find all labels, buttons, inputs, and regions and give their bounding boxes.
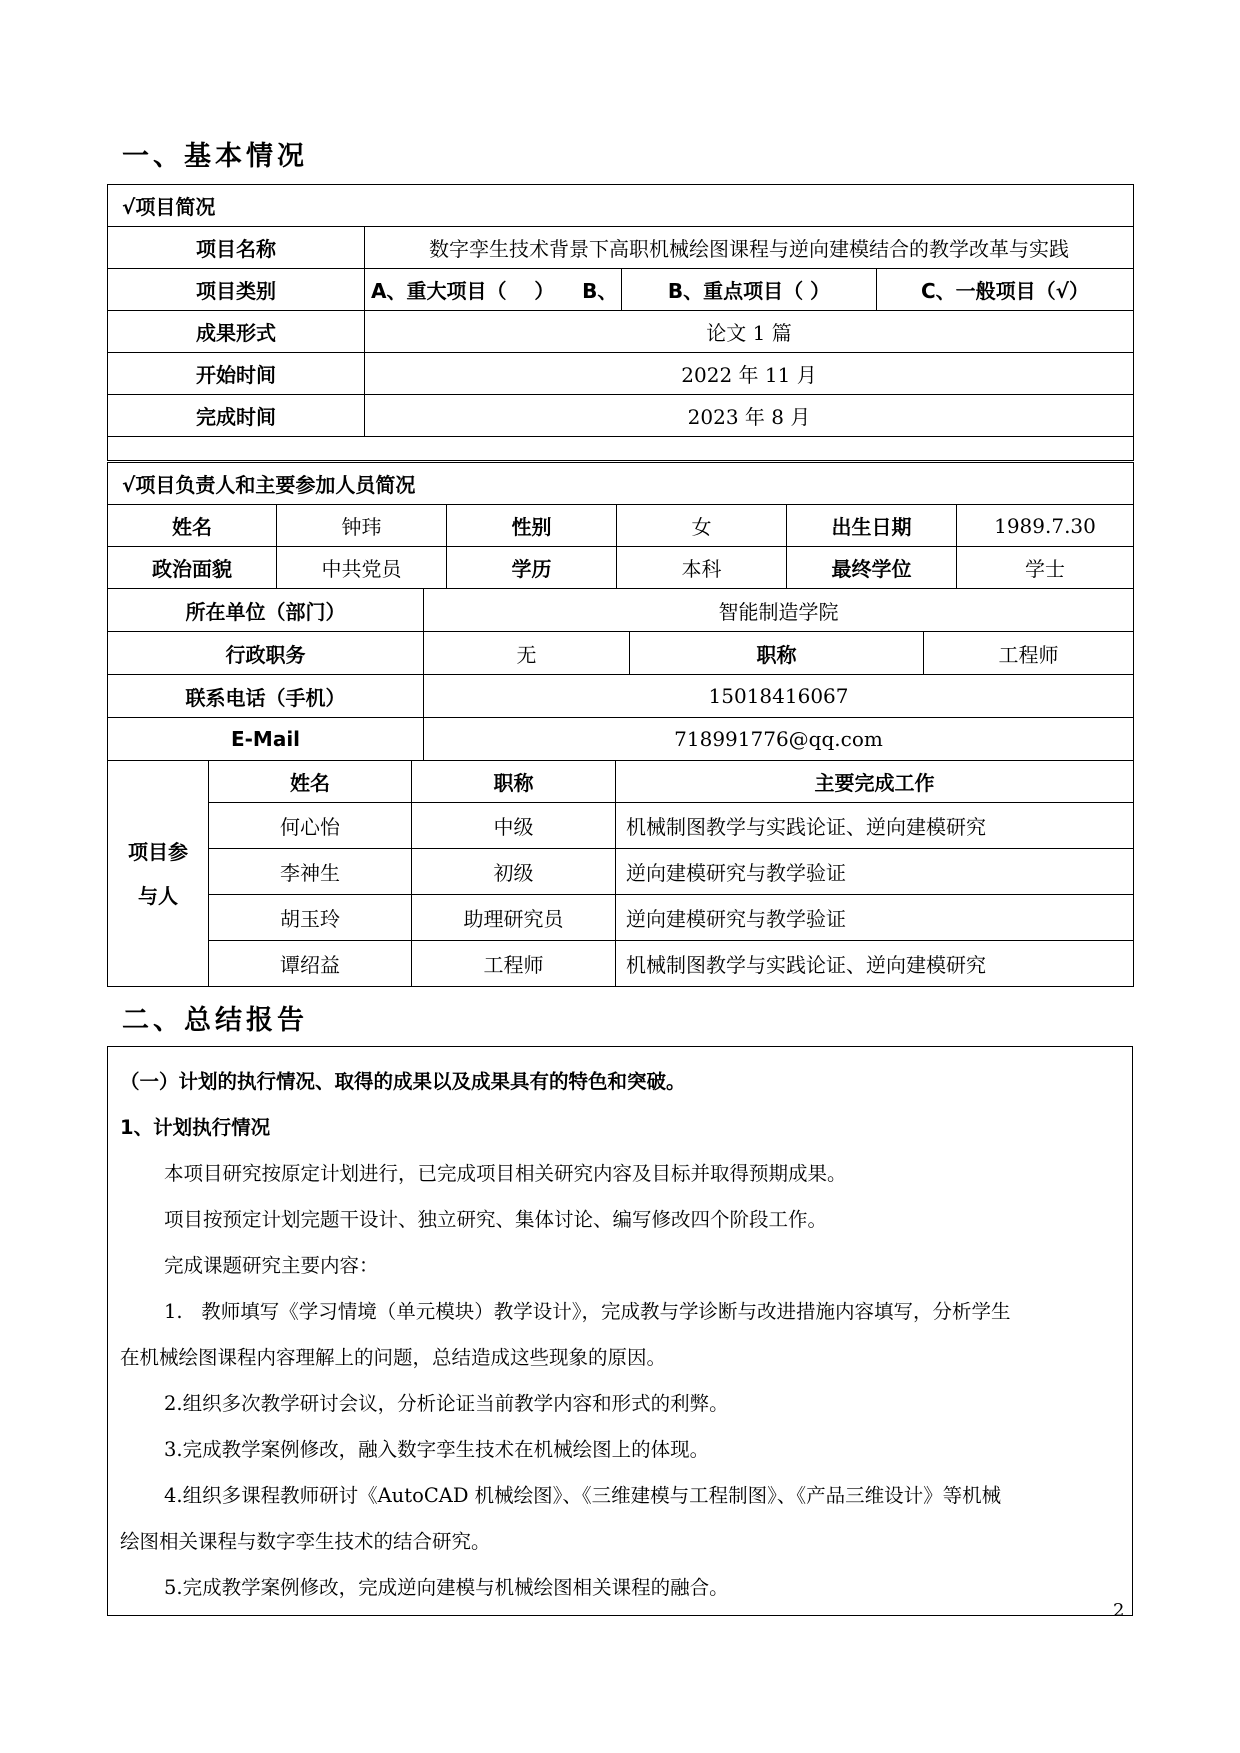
duty-label: 行政职务 xyxy=(108,632,424,675)
start-time-value: 2022 年 11 月 xyxy=(365,353,1134,395)
start-time-label: 开始时间 xyxy=(108,353,365,395)
project-summary-table xyxy=(107,184,1134,461)
participant-name: 何心怡 xyxy=(209,803,412,849)
leader-name-label: 姓名 xyxy=(108,505,277,547)
birth-date-value: 1989.7.30 xyxy=(957,505,1134,547)
table-row xyxy=(108,849,1134,895)
category-option-b: B、重点项目（ ） xyxy=(622,269,877,311)
project-name-label: 项目名称 xyxy=(108,227,365,269)
birth-date-label: 出生日期 xyxy=(787,505,957,547)
phone-label: 联系电话（手机） xyxy=(108,675,424,718)
participant-name: 李神生 xyxy=(209,849,412,895)
participants-header-name: 姓名 xyxy=(209,761,412,803)
paragraph-continued: 在机械绘图课程内容理解上的问题，总结造成这些现象的原因。 xyxy=(120,1346,667,1369)
gender-label: 性别 xyxy=(447,505,617,547)
paragraph-continued: 绘图相关课程与数字孪生技术的结合研究。 xyxy=(120,1530,491,1553)
degree-value: 学士 xyxy=(957,547,1134,589)
participant-title: 助理研究员 xyxy=(412,895,616,941)
summary-subheading: 1、计划执行情况 xyxy=(120,1116,271,1139)
leader-contact-table xyxy=(107,588,1134,761)
leader-name-value: 钟玮 xyxy=(277,505,447,547)
section-title-basic-info: 一、基本情况 xyxy=(122,141,308,172)
table-row xyxy=(108,941,1134,987)
title-label: 职称 xyxy=(630,632,924,675)
email-label: E-Mail xyxy=(108,718,424,761)
page-number: 2 xyxy=(1113,1600,1125,1621)
paragraph: 5.完成教学案例修改，完成逆向建模与机械绘图相关课程的融合。 xyxy=(164,1576,729,1599)
participant-work: 逆向建模研究与教学验证 xyxy=(616,849,1134,895)
unit-value: 智能制造学院 xyxy=(424,589,1134,632)
category-option-c: C、一般项目（√） xyxy=(877,269,1134,311)
participants-header-work: 主要完成工作 xyxy=(616,761,1134,803)
participants-header-title: 职称 xyxy=(412,761,616,803)
project-category-label: 项目类别 xyxy=(108,269,365,311)
degree-label: 最终学位 xyxy=(787,547,957,589)
title-value: 工程师 xyxy=(924,632,1134,675)
participant-title: 中级 xyxy=(412,803,616,849)
section-title-summary-report: 二、总结报告 xyxy=(122,1005,308,1036)
result-form-value: 论文 1 篇 xyxy=(365,311,1134,353)
phone-value: 15018416067 xyxy=(424,675,1134,718)
table-row xyxy=(108,803,1134,849)
summary-box xyxy=(107,1046,1133,1616)
summary-heading: （一）计划的执行情况、取得的成果以及成果具有的特色和突破。 xyxy=(120,1070,686,1093)
participant-work: 机械制图教学与实践论证、逆向建模研究 xyxy=(616,941,1134,987)
education-label: 学历 xyxy=(447,547,617,589)
paragraph: 项目按预定计划完题干设计、独立研究、集体讨论、编写修改四个阶段工作。 xyxy=(164,1208,828,1231)
paragraph: 完成课题研究主要内容： xyxy=(164,1254,379,1277)
participants-group-label: 项目参与人 xyxy=(108,761,209,987)
paragraph: 1. 教师填写《学习情境（单元模块）教学设计》，完成教与学诊断与改进措施内容填写，分析学生 xyxy=(164,1300,1011,1323)
email-value: 718991776@qq.com xyxy=(424,718,1134,761)
party-label: 政治面貌 xyxy=(108,547,277,589)
paragraph: 4.组织多课程教师研讨《AutoCAD 机械绘图》、《三维建模与工程制图》、《产品三维设计》等机械 xyxy=(164,1484,1002,1507)
unit-label: 所在单位（部门） xyxy=(108,589,424,632)
leader-header: √项目负责人和主要参加人员简况 xyxy=(108,463,1134,505)
participant-title: 工程师 xyxy=(412,941,616,987)
category-option-a: A、重大项目（ ） B、 xyxy=(365,269,622,311)
spacer-row xyxy=(108,437,1134,461)
project-summary-header: √项目简况 xyxy=(108,185,1134,227)
participant-work: 逆向建模研究与教学验证 xyxy=(616,895,1134,941)
result-form-label: 成果形式 xyxy=(108,311,365,353)
end-time-label: 完成时间 xyxy=(108,395,365,437)
participants-table xyxy=(107,760,1134,987)
paragraph: 2.组织多次教学研讨会议，分析论证当前教学内容和形式的利弊。 xyxy=(164,1392,729,1415)
participant-work: 机械制图教学与实践论证、逆向建模研究 xyxy=(616,803,1134,849)
duty-value: 无 xyxy=(424,632,630,675)
gender-value: 女 xyxy=(617,505,787,547)
project-name-value: 数字孪生技术背景下高职机械绘图课程与逆向建模结合的教学改革与实践 xyxy=(365,227,1134,269)
participant-name: 谭绍益 xyxy=(209,941,412,987)
education-value: 本科 xyxy=(617,547,787,589)
participant-name: 胡玉玲 xyxy=(209,895,412,941)
paragraph: 3.完成教学案例修改，融入数字孪生技术在机械绘图上的体现。 xyxy=(164,1438,710,1461)
party-value: 中共党员 xyxy=(277,547,447,589)
end-time-value: 2023 年 8 月 xyxy=(365,395,1134,437)
leader-info-table xyxy=(107,462,1134,589)
table-row xyxy=(108,895,1134,941)
participant-title: 初级 xyxy=(412,849,616,895)
paragraph: 本项目研究按原定计划进行，已完成项目相关研究内容及目标并取得预期成果。 xyxy=(164,1162,847,1185)
